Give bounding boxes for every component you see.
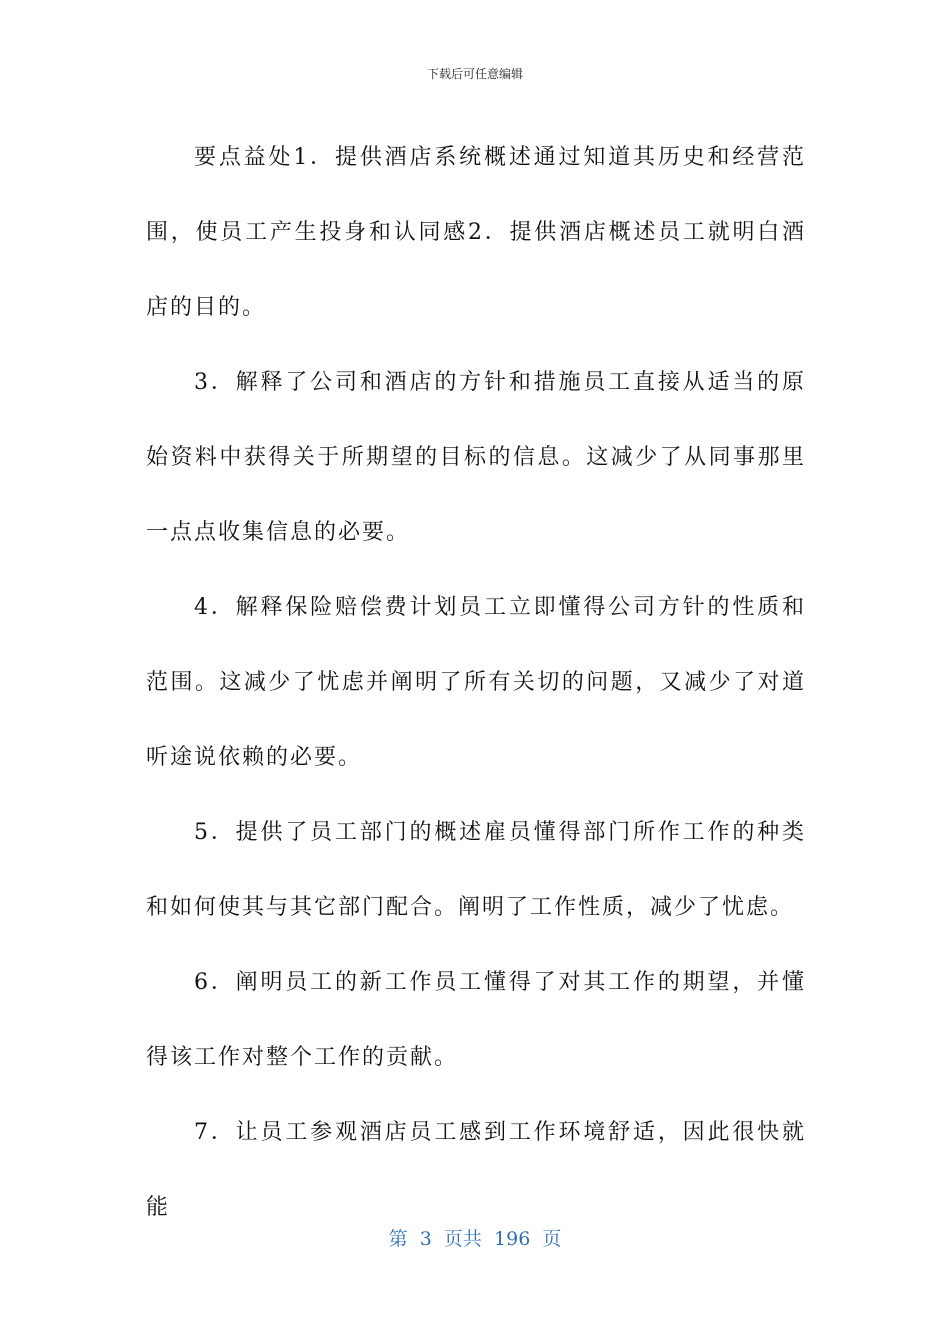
paragraph-1: 要点益处1．提供酒店系统概述通过知道其历史和经营范围，使员工产生投身和认同感2．提供酒店概述员工就明白酒店的目的。 <box>146 145 806 320</box>
page-header-note: 下载后可任意编辑 <box>426 67 523 81</box>
document-body <box>146 120 806 1245</box>
footer-middle: 页共 <box>443 1228 482 1250</box>
paragraph-5: 6．阐明员工的新工作员工懂得了对其工作的期望，并懂得该工作对整个工作的贡献。 <box>146 970 806 1070</box>
footer-suffix: 页 <box>542 1228 562 1250</box>
footer-current-page: 3 <box>419 1228 432 1250</box>
page-number-footer <box>0 1226 950 1252</box>
paragraph-2: 3．解释了公司和酒店的方针和措施员工直接从适当的原始资料中获得关于所期望的目标的信息。这减少了从同事那里一点点收集信息的必要。 <box>146 370 806 545</box>
footer-prefix: 第 <box>388 1228 408 1250</box>
paragraph-4: 5．提供了员工部门的概述雇员懂得部门所作工作的种类和如何使其与其它部门配合。阐明了工作性质，减少了忧虑。 <box>146 820 806 920</box>
paragraph-3: 4．解释保险赔偿费计划员工立即懂得公司方针的性质和范围。这减少了忧虑并阐明了所有关切的问题，又减少了对道听途说依赖的必要。 <box>146 595 806 770</box>
footer-total-pages: 196 <box>494 1228 531 1250</box>
paragraph-6: 7．让员工参观酒店员工感到工作环境舒适，因此很快就能 <box>146 1120 806 1220</box>
